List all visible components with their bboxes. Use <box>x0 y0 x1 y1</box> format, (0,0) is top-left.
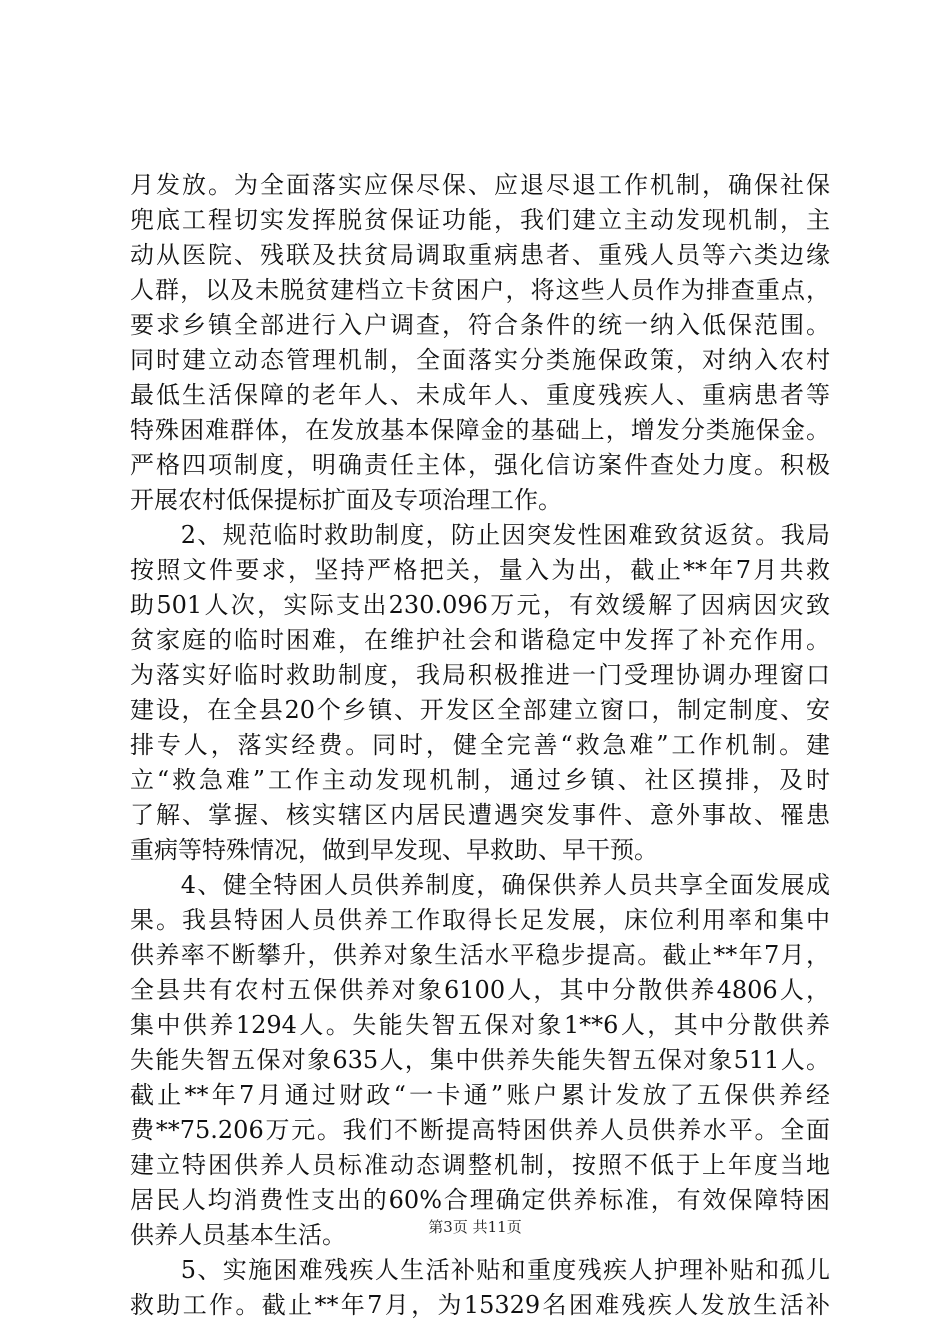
text-line: 居民人均消费性支出的60%合理确定供养标准，有效保障特困 <box>130 1186 830 1214</box>
text-line: 救助工作。截止**年7月，为15329名困难残疾人发放生活补 <box>130 1291 830 1319</box>
text-line: 集中供养1294人。失能失智五保对象1**6人，其中分散供养 <box>130 1011 830 1039</box>
text-line: 月发放。为全面落实应保尽保、应退尽退工作机制，确保社保 <box>130 171 830 199</box>
text-line: 立“救急难”工作主动发现机制，通过乡镇、社区摸排，及时 <box>130 766 830 794</box>
text-line: 建立特困供养人员标准动态调整机制，按照不低于上年度当地 <box>130 1151 830 1179</box>
text-line: 截止**年7月通过财政“一卡通”账户累计发放了五保供养经 <box>130 1081 830 1109</box>
text-line: 5、实施困难残疾人生活补贴和重度残疾人护理补贴和孤儿 <box>130 1256 830 1284</box>
text-line: 严格四项制度，明确责任主体，强化信访案件查处力度。积极 <box>130 451 830 479</box>
text-line: 了解、掌握、核实辖区内居民遭遇突发事件、意外事故、罹患 <box>130 801 830 829</box>
text-line: 人群，以及未脱贫建档立卡贫困户，将这些人员作为排查重点， <box>130 276 830 304</box>
text-line: 全县共有农村五保供养对象6100人，其中分散供养4806人， <box>130 976 830 1004</box>
text-line: 2、规范临时救助制度，防止因突发性困难致贫返贫。我局 <box>130 521 830 549</box>
body-text <box>130 168 830 1323</box>
page-footer: 第3页 共11页 <box>428 1218 522 1236</box>
text-line: 按照文件要求，坚持严格把关，量入为出，截止**年7月共救 <box>130 556 830 584</box>
text-line: 特殊困难群体，在发放基本保障金的基础上，增发分类施保金。 <box>130 416 830 444</box>
text-line: 果。我县特困人员供养工作取得长足发展，床位利用率和集中 <box>130 906 830 934</box>
text-line: 费**75.206万元。我们不断提高特困供养人员供养水平。全面 <box>130 1116 830 1144</box>
text-line: 排专人，落实经费。同时，健全完善“救急难”工作机制。建 <box>130 731 830 759</box>
text-line: 开展农村低保提标扩面及专项治理工作。 <box>130 486 562 514</box>
text-line: 重病等特殊情况，做到早发现、早救助、早干预。 <box>130 836 658 864</box>
text-line: 供养率不断攀升，供养对象生活水平稳步提高。截止**年7月， <box>130 941 830 969</box>
text-line: 4、健全特困人员供养制度，确保供养人员共享全面发展成 <box>130 871 830 899</box>
text-line: 失能失智五保对象635人，集中供养失能失智五保对象511人。 <box>130 1046 830 1074</box>
text-line: 要求乡镇全部进行入户调查，符合条件的统一纳入低保范围。 <box>130 311 830 339</box>
text-line: 为落实好临时救助制度，我局积极推进一门受理协调办理窗口 <box>130 661 830 689</box>
text-line: 建设，在全县20个乡镇、开发区全部建立窗口，制定制度、安 <box>130 696 830 724</box>
text-line: 贫家庭的临时困难，在维护社会和谐稳定中发挥了补充作用。 <box>130 626 830 654</box>
text-line: 同时建立动态管理机制，全面落实分类施保政策，对纳入农村 <box>130 346 830 374</box>
text-line: 供养人员基本生活。 <box>130 1221 346 1249</box>
text-line: 助501人次，实际支出230.096万元，有效缓解了因病因灾致 <box>130 591 830 619</box>
text-line: 最低生活保障的老年人、未成年人、重度残疾人、重病患者等 <box>130 381 830 409</box>
text-line: 兜底工程切实发挥脱贫保证功能，我们建立主动发现机制，主 <box>130 206 830 234</box>
text-line: 动从医院、残联及扶贫局调取重病患者、重残人员等六类边缘 <box>130 241 830 269</box>
